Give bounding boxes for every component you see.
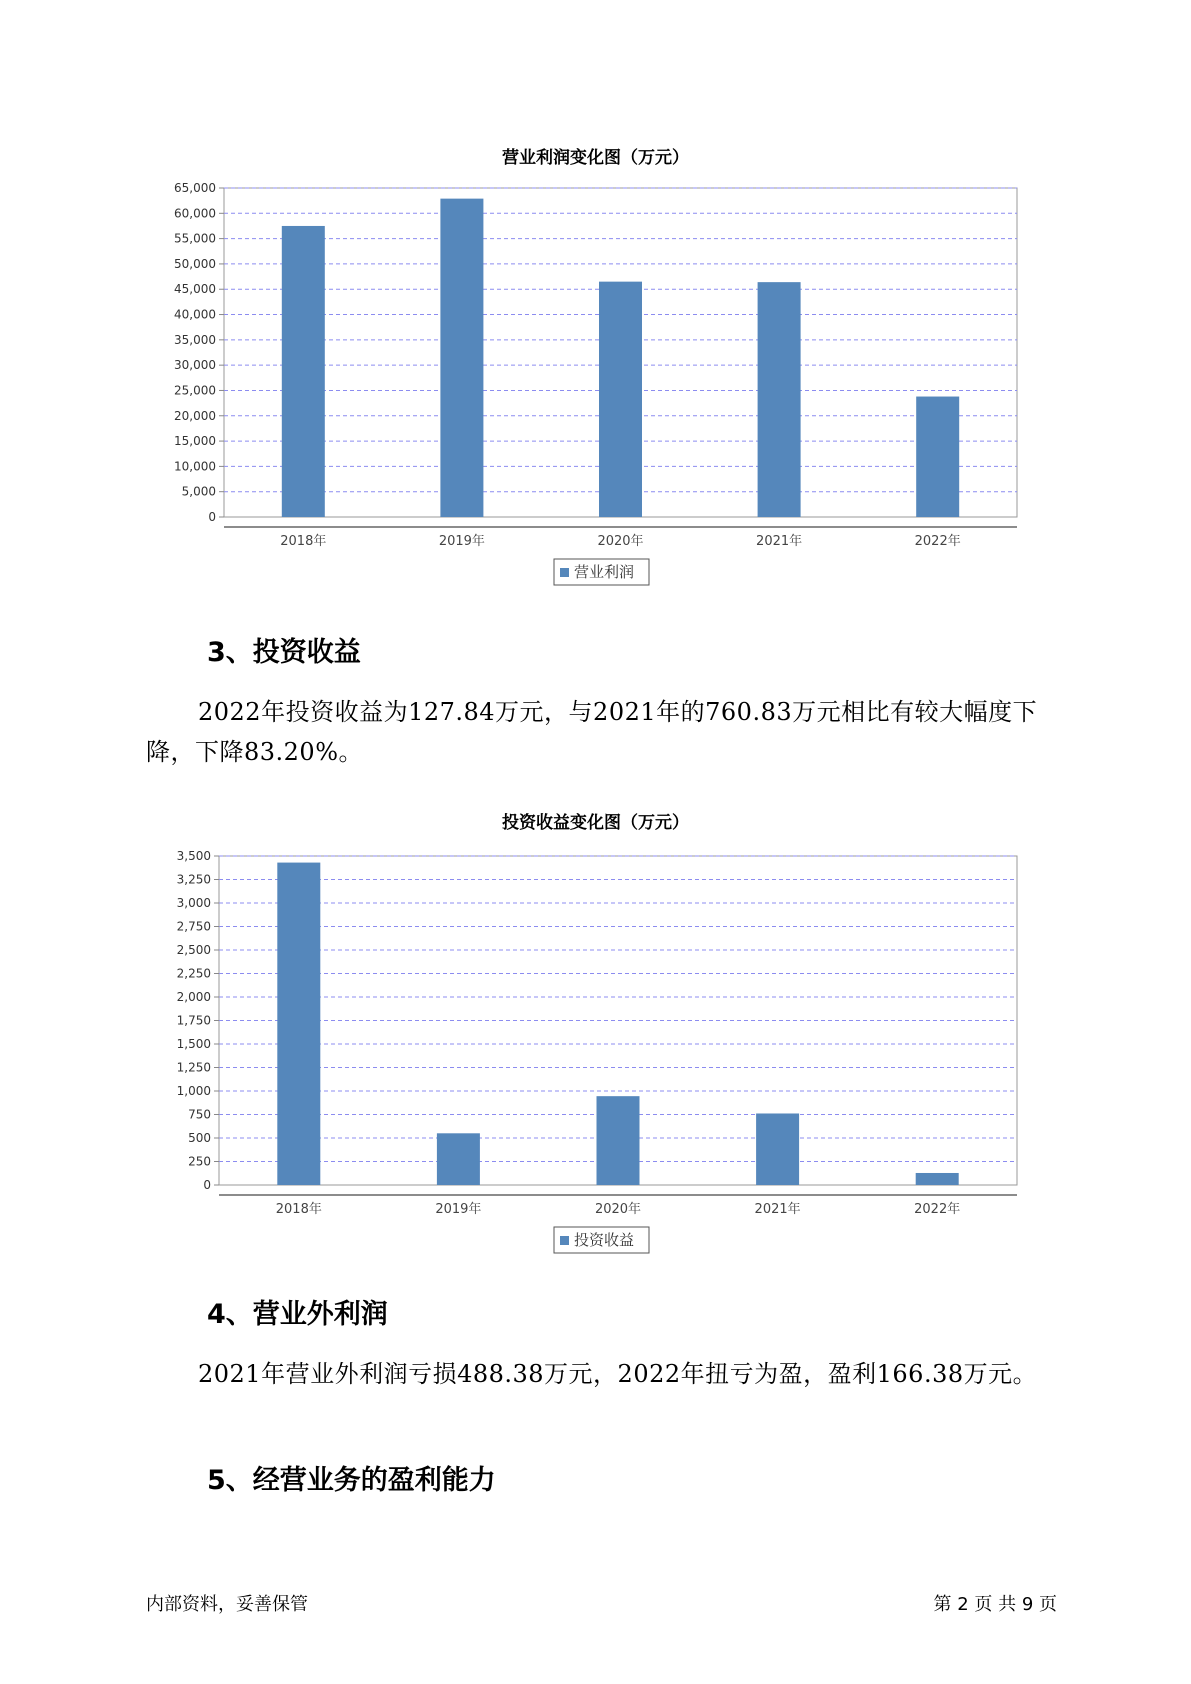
y-tick-label: 30,000	[174, 358, 216, 373]
y-tick-label: 65,000	[174, 181, 216, 195]
bar	[597, 1096, 640, 1185]
section-4-heading: 4、营业外利润	[207, 1299, 388, 1330]
y-tick-label: 750	[188, 1107, 211, 1122]
section-3-text: 2022年投资收益为127.84万元，与2021年的760.83万元相比有较大幅度下降，下降83.20%。	[146, 698, 1038, 766]
y-tick-label: 45,000	[174, 282, 216, 297]
bar	[599, 282, 642, 517]
y-tick-label: 0	[208, 510, 216, 524]
y-tick-label: 5,000	[181, 484, 216, 499]
y-tick-label: 10,000	[174, 459, 216, 474]
y-tick-label: 40,000	[174, 307, 216, 322]
chart2-title: 投资收益变化图（万元）	[502, 813, 689, 833]
x-tick-label: 2020年	[594, 1202, 642, 1217]
y-tick-label: 2,750	[176, 919, 211, 934]
legend-label: 营业利润	[574, 563, 635, 581]
investment-income-chart	[0, 838, 1191, 1258]
y-tick-label: 1,000	[176, 1084, 211, 1098]
bar	[758, 282, 801, 517]
section-4-paragraph	[146, 1354, 1056, 1394]
y-tick-label: 2,500	[176, 943, 211, 957]
footer-page-number: 第 2 页 共 9 页	[933, 1594, 1057, 1615]
x-tick-label: 2020年	[597, 534, 644, 549]
legend-swatch	[560, 1236, 569, 1245]
y-tick-label: 500	[188, 1131, 211, 1145]
bar	[916, 1173, 959, 1185]
y-tick-label: 1,500	[176, 1037, 211, 1051]
section-3-paragraph	[146, 692, 1056, 772]
y-tick-label: 55,000	[174, 231, 216, 246]
chart1-title: 营业利润变化图（万元）	[502, 148, 689, 168]
x-tick-label: 2019年	[438, 534, 485, 549]
x-tick-label: 2021年	[756, 534, 803, 549]
y-tick-label: 3,250	[176, 872, 211, 887]
bar	[440, 199, 483, 517]
x-tick-label: 2021年	[754, 1202, 801, 1217]
x-tick-label: 2018年	[275, 1202, 322, 1217]
bar	[916, 397, 959, 517]
bar	[277, 863, 320, 1185]
section-3-heading: 3、投资收益	[207, 637, 361, 668]
y-tick-label: 2,250	[176, 966, 211, 981]
bar	[756, 1113, 799, 1185]
y-tick-label: 50,000	[174, 256, 216, 271]
x-tick-label: 2018年	[280, 534, 327, 549]
y-tick-label: 15,000	[174, 434, 216, 449]
y-tick-label: 60,000	[174, 206, 216, 221]
x-tick-label: 2022年	[914, 534, 961, 549]
section-4-text: 2021年营业外利润亏损488.38万元，2022年扭亏为盈，盈利166.38万元。	[198, 1360, 1038, 1388]
legend-swatch	[560, 568, 569, 577]
bar	[282, 226, 325, 517]
y-tick-label: 25,000	[174, 383, 216, 398]
y-tick-label: 250	[188, 1154, 211, 1169]
y-tick-label: 0	[203, 1178, 211, 1192]
x-tick-label: 2022年	[914, 1202, 961, 1217]
y-tick-label: 2,000	[176, 990, 211, 1004]
section-5-heading: 5、经营业务的盈利能力	[207, 1465, 496, 1496]
y-tick-label: 1,250	[176, 1060, 211, 1075]
bar	[437, 1133, 480, 1185]
y-tick-label: 1,750	[176, 1013, 211, 1028]
footer-confidential: 内部资料，妥善保管	[146, 1594, 308, 1615]
y-tick-label: 35,000	[174, 332, 216, 347]
y-tick-label: 3,000	[176, 896, 211, 910]
x-tick-label: 2019年	[435, 1202, 482, 1217]
y-tick-label: 20,000	[174, 408, 216, 423]
legend-label: 投资收益	[574, 1231, 635, 1249]
operating-profit-chart	[0, 170, 1191, 590]
y-tick-label: 3,500	[176, 849, 211, 863]
